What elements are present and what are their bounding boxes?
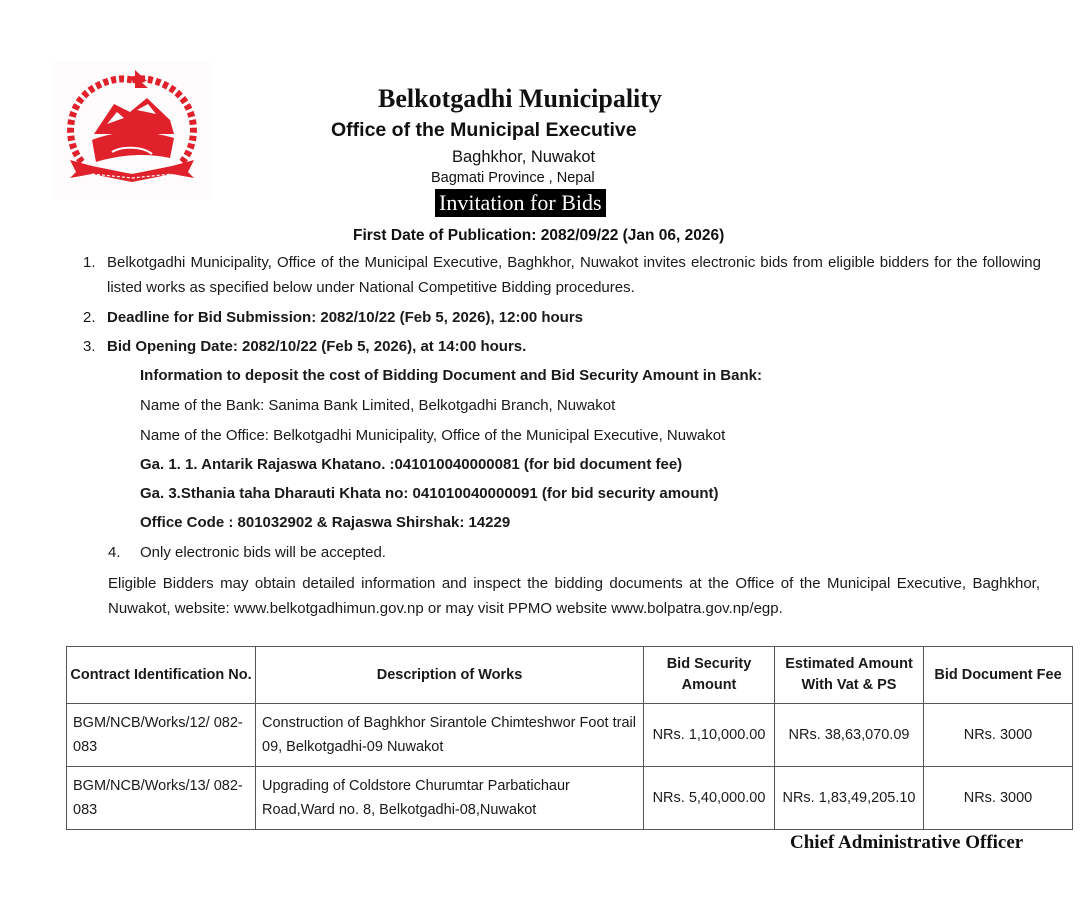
bid-security: NRs. 1,10,000.00 — [644, 704, 775, 767]
signature-title: Chief Administrative Officer — [790, 832, 1024, 853]
item-number: 1. — [83, 254, 96, 271]
item-number: 2. — [83, 309, 96, 326]
municipality-title — [0, 84, 1040, 114]
work-description: Upgrading of Coldstore Churumtar Parbatichaur Road,Ward no. 8, Belkotgadhi-08,Nuwakot — [256, 767, 644, 830]
item-number: 3. — [83, 338, 96, 355]
item-text: Deadline for Bid Submission: 2082/10/22 (Feb 5, 2026), 12:00 hours — [107, 309, 584, 326]
contract-id: BGM/NCB/Works/13/ 082-083 — [67, 767, 256, 830]
item-number: 4. — [108, 544, 121, 561]
item-text: Belkotgadhi Municipality, Office of the Municipal Executive, Baghkhor, Nuwakot invites electronic bids from eligible bidders for the following listed works as specified below under National Competitive Bidding procedures. — [107, 254, 1041, 296]
address-line-1: Baghkhor, Nuwakot — [452, 148, 596, 166]
document-fee: NRs. 3000 — [924, 704, 1073, 767]
office-name: Name of the Office: Belkotgadhi Municipality, Office of the Municipal Executive, Nuwakot — [140, 427, 726, 444]
emblem-logo — [52, 62, 212, 200]
bids-table — [66, 646, 1073, 830]
item-4 — [108, 544, 386, 561]
account-document-fee: Ga. 1. 1. Antarik Rajaswa Khatano. :041010040000081 (for bid document fee) — [140, 456, 683, 473]
notice-title-banner: Invitation for Bids — [435, 189, 606, 217]
contract-id: BGM/NCB/Works/12/ 082-083 — [67, 704, 256, 767]
bank-info-heading: Information to deposit the cost of Bidding Document and Bid Security Amount in Bank: — [140, 367, 762, 384]
header-bid-security: Bid Security Amount — [644, 647, 775, 704]
table-row — [67, 767, 1073, 830]
header-estimated-amount: Estimated Amount With Vat & PS — [775, 647, 924, 704]
item-3-opening-date — [83, 338, 526, 355]
header-contract-id: Contract Identification No. — [67, 647, 256, 704]
office-title: Office of the Municipal Executive — [331, 119, 637, 141]
nepal-emblem-icon — [52, 62, 212, 200]
estimated-amount: NRs. 38,63,070.09 — [775, 704, 924, 767]
publication-date: First Date of Publication: 2082/09/22 (Jan 06, 2026) — [353, 227, 725, 244]
account-bid-security: Ga. 3.Sthania taha Dharauti Khata no: 041010040000091 (for bid security amount) — [140, 485, 719, 502]
bank-name: Name of the Bank: Sanima Bank Limited, Belkotgadhi Branch, Nuwakot — [140, 397, 616, 414]
document-fee: NRs. 3000 — [924, 767, 1073, 830]
item-text: Bid Opening Date: 2082/10/22 (Feb 5, 2026), at 14:00 hours. — [107, 338, 527, 355]
item-text: Only electronic bids will be accepted. — [140, 544, 386, 561]
header-description: Description of Works — [256, 647, 644, 704]
municipality-name: Belkotgadhi Municipality — [378, 84, 662, 113]
table-row — [67, 704, 1073, 767]
table-header-row — [67, 647, 1073, 704]
address-line-2: Bagmati Province , Nepal — [431, 170, 595, 186]
office-code: Office Code : 801032902 & Rajaswa Shirshak: 14229 — [140, 514, 511, 531]
work-description: Construction of Baghkhor Sirantole Chimteshwor Foot trail 09, Belkotgadhi-09 Nuwakot — [256, 704, 644, 767]
bid-security: NRs. 5,40,000.00 — [644, 767, 775, 830]
item-2-deadline — [83, 309, 583, 326]
estimated-amount: NRs. 1,83,49,205.10 — [775, 767, 924, 830]
item-1 — [83, 250, 1041, 300]
eligibility-text: Eligible Bidders may obtain detailed information and inspect the bidding documents at the Office of the Municipal Executive, Baghkhor, Nuwakot, website: www.belkotgadhimun.gov.np or may visit PPMO website www.bolpatra.gov.np/egp. — [108, 575, 1040, 617]
header-document-fee: Bid Document Fee — [924, 647, 1073, 704]
